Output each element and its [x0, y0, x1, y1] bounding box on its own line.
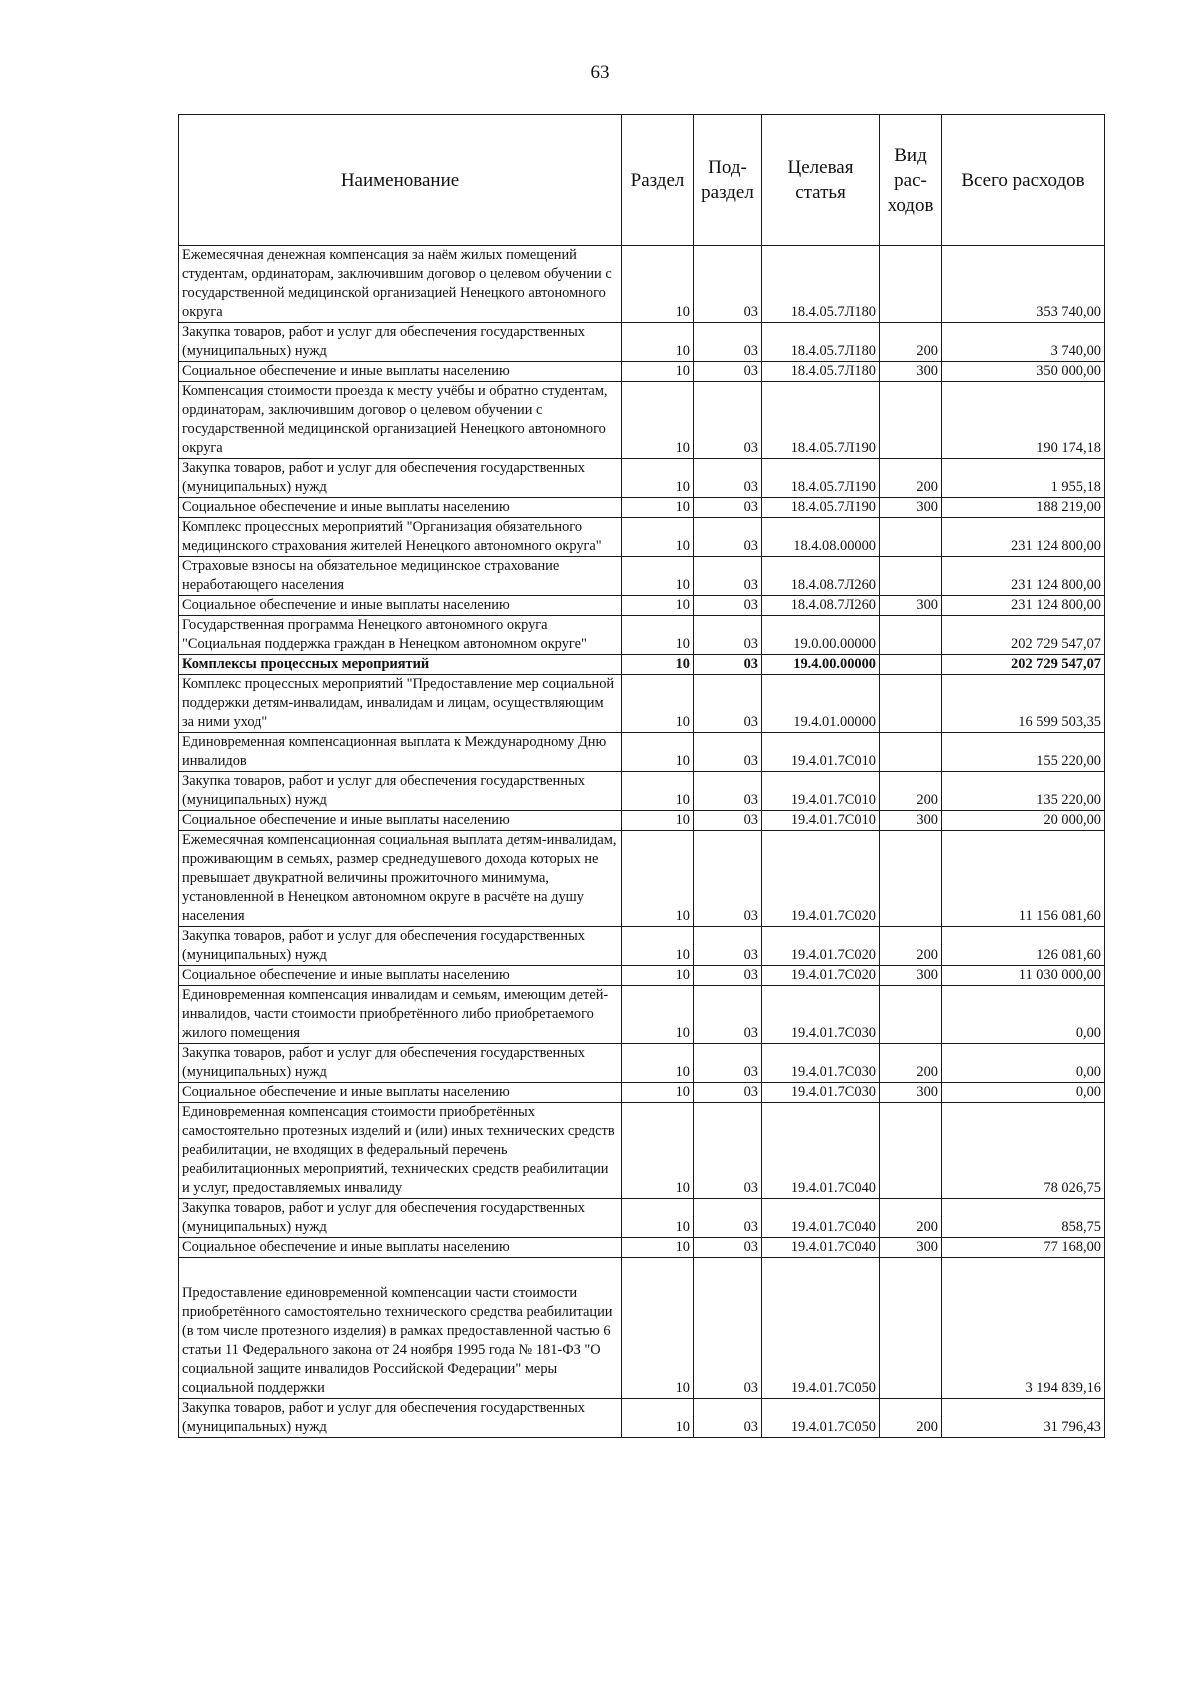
cell-razdel: 10	[622, 498, 694, 518]
header-celevaya-statya: Целевая статья	[762, 115, 880, 246]
cell-name: Социальное обеспечение и иные выплаты населению	[179, 1083, 622, 1103]
cell-total: 77 168,00	[942, 1238, 1105, 1258]
cell-total: 11 030 000,00	[942, 966, 1105, 986]
cell-podrazdel: 03	[694, 1083, 762, 1103]
table-row	[179, 927, 1105, 966]
cell-razdel: 10	[622, 1258, 694, 1399]
cell-name: Закупка товаров, работ и услуг для обеспечения государственных (муниципальных) нужд	[179, 1399, 622, 1438]
cell-podrazdel: 03	[694, 1238, 762, 1258]
cell-celevaya-statya: 19.4.00.00000	[762, 655, 880, 675]
cell-razdel: 10	[622, 1199, 694, 1238]
cell-podrazdel: 03	[694, 831, 762, 927]
cell-total: 202 729 547,07	[942, 616, 1105, 655]
table-row	[179, 596, 1105, 616]
cell-name: Социальное обеспечение и иные выплаты населению	[179, 362, 622, 382]
cell-podrazdel: 03	[694, 772, 762, 811]
cell-razdel: 10	[622, 1044, 694, 1083]
cell-vid-rashodov: 300	[880, 811, 942, 831]
cell-celevaya-statya: 19.4.01.7С050	[762, 1399, 880, 1438]
header-razdel: Раздел	[622, 115, 694, 246]
cell-total: 31 796,43	[942, 1399, 1105, 1438]
cell-celevaya-statya: 18.4.05.7Л190	[762, 498, 880, 518]
table-row	[179, 518, 1105, 557]
cell-total: 20 000,00	[942, 811, 1105, 831]
cell-name: Предоставление единовременной компенсации части стоимости приобретённого самостоятельно технического средства реабилитации (в том числе протезного изделия) в рамках предоставленной частью 6 статьи 11 Федерального закона от 24 ноября 1995 года № 181-ФЗ "О социальной защите инвалидов Российской Федерации" меры социальной поддержки	[179, 1258, 622, 1399]
cell-razdel: 10	[622, 655, 694, 675]
cell-celevaya-statya: 18.4.08.7Л260	[762, 596, 880, 616]
cell-name: Закупка товаров, работ и услуг для обеспечения государственных (муниципальных) нужд	[179, 1044, 622, 1083]
cell-podrazdel: 03	[694, 1044, 762, 1083]
cell-vid-rashodov: 200	[880, 927, 942, 966]
table-row	[179, 362, 1105, 382]
cell-celevaya-statya: 19.0.00.00000	[762, 616, 880, 655]
cell-total: 353 740,00	[942, 246, 1105, 323]
cell-total: 190 174,18	[942, 382, 1105, 459]
cell-vid-rashodov: 300	[880, 1238, 942, 1258]
cell-vid-rashodov	[880, 616, 942, 655]
cell-razdel: 10	[622, 1083, 694, 1103]
cell-celevaya-statya: 18.4.05.7Л180	[762, 362, 880, 382]
table-row	[179, 498, 1105, 518]
cell-total: 3 194 839,16	[942, 1258, 1105, 1399]
cell-razdel: 10	[622, 616, 694, 655]
cell-podrazdel: 03	[694, 362, 762, 382]
cell-vid-rashodov	[880, 1103, 942, 1199]
cell-total: 858,75	[942, 1199, 1105, 1238]
cell-name: Закупка товаров, работ и услуг для обеспечения государственных (муниципальных) нужд	[179, 927, 622, 966]
cell-total: 231 124 800,00	[942, 596, 1105, 616]
cell-razdel: 10	[622, 733, 694, 772]
cell-name: Комплекс процессных мероприятий "Организация обязательного медицинского страхования жителей Ненецкого автономного округа"	[179, 518, 622, 557]
cell-total: 188 219,00	[942, 498, 1105, 518]
table-row	[179, 557, 1105, 596]
cell-podrazdel: 03	[694, 811, 762, 831]
cell-total: 0,00	[942, 986, 1105, 1044]
cell-celevaya-statya: 19.4.01.7С030	[762, 1083, 880, 1103]
cell-total: 155 220,00	[942, 733, 1105, 772]
header-podrazdel: Под-раздел	[694, 115, 762, 246]
cell-vid-rashodov: 300	[880, 596, 942, 616]
cell-name: Закупка товаров, работ и услуг для обеспечения государственных (муниципальных) нужд	[179, 459, 622, 498]
cell-total: 202 729 547,07	[942, 655, 1105, 675]
cell-celevaya-statya: 19.4.01.7С040	[762, 1238, 880, 1258]
table-row	[179, 733, 1105, 772]
table-row	[179, 616, 1105, 655]
cell-celevaya-statya: 18.4.08.7Л260	[762, 557, 880, 596]
cell-vid-rashodov	[880, 986, 942, 1044]
table-row	[179, 1399, 1105, 1438]
table-row	[179, 675, 1105, 733]
cell-razdel: 10	[622, 362, 694, 382]
cell-razdel: 10	[622, 1238, 694, 1258]
cell-celevaya-statya: 18.4.08.00000	[762, 518, 880, 557]
cell-total: 350 000,00	[942, 362, 1105, 382]
cell-name: Страховые взносы на обязательное медицинское страхование неработающего населения	[179, 557, 622, 596]
budget-table	[178, 114, 1105, 1438]
table-body	[179, 246, 1105, 1438]
cell-name: Комплекс процессных мероприятий "Предоставление мер социальной поддержки детям-инвалидам, инвалидам и лицам, осуществляющим за ними уход"	[179, 675, 622, 733]
table-row	[179, 382, 1105, 459]
cell-total: 16 599 503,35	[942, 675, 1105, 733]
cell-razdel: 10	[622, 1399, 694, 1438]
cell-razdel: 10	[622, 323, 694, 362]
cell-vid-rashodov	[880, 831, 942, 927]
cell-celevaya-statya: 19.4.01.7С010	[762, 772, 880, 811]
cell-name: Ежемесячная денежная компенсация за наём жилых помещений студентам, ординаторам, заключившим договор о целевом обучении с государственной медицинской организацией Ненецкого автономного округа	[179, 246, 622, 323]
cell-name: Закупка товаров, работ и услуг для обеспечения государственных (муниципальных) нужд	[179, 1199, 622, 1238]
cell-razdel: 10	[622, 557, 694, 596]
cell-podrazdel: 03	[694, 323, 762, 362]
cell-podrazdel: 03	[694, 596, 762, 616]
cell-total: 78 026,75	[942, 1103, 1105, 1199]
table-row	[179, 966, 1105, 986]
cell-total: 0,00	[942, 1083, 1105, 1103]
table-row	[179, 459, 1105, 498]
cell-celevaya-statya: 19.4.01.00000	[762, 675, 880, 733]
cell-podrazdel: 03	[694, 927, 762, 966]
cell-vid-rashodov: 200	[880, 323, 942, 362]
cell-celevaya-statya: 19.4.01.7С010	[762, 733, 880, 772]
cell-podrazdel: 03	[694, 518, 762, 557]
cell-razdel: 10	[622, 811, 694, 831]
cell-name: Ежемесячная компенсационная социальная выплата детям-инвалидам, проживающим в семьях, размер среднедушевого дохода которых не превышает двукратной величины прожиточного минимума, установленной в Ненецком автономном округе в расчёте на душу населения	[179, 831, 622, 927]
cell-razdel: 10	[622, 966, 694, 986]
cell-vid-rashodov	[880, 382, 942, 459]
table-row	[179, 1199, 1105, 1238]
cell-vid-rashodov	[880, 246, 942, 323]
table-row	[179, 811, 1105, 831]
cell-podrazdel: 03	[694, 1258, 762, 1399]
table-row	[179, 831, 1105, 927]
page-number: 63	[590, 62, 610, 83]
cell-celevaya-statya: 18.4.05.7Л180	[762, 246, 880, 323]
cell-celevaya-statya: 19.4.01.7С020	[762, 927, 880, 966]
cell-razdel: 10	[622, 831, 694, 927]
cell-celevaya-statya: 19.4.01.7С030	[762, 986, 880, 1044]
cell-celevaya-statya: 19.4.01.7С020	[762, 831, 880, 927]
cell-podrazdel: 03	[694, 966, 762, 986]
cell-celevaya-statya: 19.4.01.7С040	[762, 1103, 880, 1199]
cell-vid-rashodov: 300	[880, 362, 942, 382]
cell-razdel: 10	[622, 927, 694, 966]
table-row	[179, 246, 1105, 323]
cell-podrazdel: 03	[694, 557, 762, 596]
cell-vid-rashodov	[880, 1258, 942, 1399]
cell-podrazdel: 03	[694, 382, 762, 459]
cell-name: Социальное обеспечение и иные выплаты населению	[179, 1238, 622, 1258]
cell-vid-rashodov	[880, 655, 942, 675]
cell-celevaya-statya: 18.4.05.7Л190	[762, 459, 880, 498]
header-vid-rashodov: Вид рас-ходов	[880, 115, 942, 246]
cell-podrazdel: 03	[694, 655, 762, 675]
cell-total: 231 124 800,00	[942, 557, 1105, 596]
cell-name: Социальное обеспечение и иные выплаты населению	[179, 498, 622, 518]
cell-vid-rashodov: 200	[880, 1399, 942, 1438]
cell-podrazdel: 03	[694, 986, 762, 1044]
cell-celevaya-statya: 18.4.05.7Л190	[762, 382, 880, 459]
cell-total: 126 081,60	[942, 927, 1105, 966]
table-row	[179, 772, 1105, 811]
cell-razdel: 10	[622, 772, 694, 811]
cell-name: Социальное обеспечение и иные выплаты населению	[179, 966, 622, 986]
cell-razdel: 10	[622, 518, 694, 557]
table-header-row	[179, 115, 1105, 246]
cell-razdel: 10	[622, 986, 694, 1044]
header-name: Наименование	[179, 115, 622, 246]
header-total: Всего расходов	[942, 115, 1105, 246]
cell-name: Социальное обеспечение и иные выплаты населению	[179, 811, 622, 831]
cell-name: Комплексы процессных мероприятий	[179, 655, 622, 675]
cell-total: 11 156 081,60	[942, 831, 1105, 927]
cell-vid-rashodov: 300	[880, 498, 942, 518]
cell-celevaya-statya: 19.4.01.7С030	[762, 1044, 880, 1083]
cell-celevaya-statya: 19.4.01.7С040	[762, 1199, 880, 1238]
cell-vid-rashodov: 300	[880, 966, 942, 986]
cell-razdel: 10	[622, 246, 694, 323]
cell-podrazdel: 03	[694, 1103, 762, 1199]
table-row	[179, 1238, 1105, 1258]
cell-name: Компенсация стоимости проезда к месту учёбы и обратно студентам, ординаторам, заключившим договор о целевом обучении с государственной медицинской организацией Ненецкого автономного округа	[179, 382, 622, 459]
cell-name: Единовременная компенсационная выплата к Международному Дню инвалидов	[179, 733, 622, 772]
cell-vid-rashodov	[880, 557, 942, 596]
table-row	[179, 1103, 1105, 1199]
cell-celevaya-statya: 19.4.01.7С020	[762, 966, 880, 986]
cell-celevaya-statya: 18.4.05.7Л180	[762, 323, 880, 362]
cell-name: Единовременная компенсация стоимости приобретённых самостоятельно протезных изделий и (или) иных технических средств реабилитации, не входящих в федеральный перечень реабилитационных мероприятий, технических средств реабилитации и услуг, предоставляемых инвалиду	[179, 1103, 622, 1199]
cell-celevaya-statya: 19.4.01.7С010	[762, 811, 880, 831]
cell-podrazdel: 03	[694, 675, 762, 733]
cell-razdel: 10	[622, 675, 694, 733]
table-row	[179, 655, 1105, 675]
cell-total: 135 220,00	[942, 772, 1105, 811]
cell-vid-rashodov	[880, 675, 942, 733]
cell-name: Закупка товаров, работ и услуг для обеспечения государственных (муниципальных) нужд	[179, 323, 622, 362]
cell-podrazdel: 03	[694, 1399, 762, 1438]
cell-razdel: 10	[622, 596, 694, 616]
cell-razdel: 10	[622, 382, 694, 459]
cell-podrazdel: 03	[694, 1199, 762, 1238]
cell-vid-rashodov: 200	[880, 1044, 942, 1083]
cell-name: Закупка товаров, работ и услуг для обеспечения государственных (муниципальных) нужд	[179, 772, 622, 811]
table-row	[179, 986, 1105, 1044]
cell-name: Социальное обеспечение и иные выплаты населению	[179, 596, 622, 616]
cell-name: Государственная программа Ненецкого автономного округа "Социальная поддержка граждан в Ненецком автономном округе"	[179, 616, 622, 655]
cell-vid-rashodov: 200	[880, 459, 942, 498]
cell-podrazdel: 03	[694, 733, 762, 772]
table-row	[179, 1258, 1105, 1399]
cell-vid-rashodov	[880, 733, 942, 772]
cell-razdel: 10	[622, 459, 694, 498]
table-row	[179, 1083, 1105, 1103]
cell-razdel: 10	[622, 1103, 694, 1199]
cell-name: Единовременная компенсация инвалидам и семьям, имеющим детей-инвалидов, части стоимости приобретённого либо приобретаемого жилого помещения	[179, 986, 622, 1044]
cell-vid-rashodov	[880, 518, 942, 557]
cell-vid-rashodov: 200	[880, 772, 942, 811]
cell-podrazdel: 03	[694, 498, 762, 518]
cell-vid-rashodov: 300	[880, 1083, 942, 1103]
cell-podrazdel: 03	[694, 246, 762, 323]
cell-podrazdel: 03	[694, 459, 762, 498]
cell-total: 3 740,00	[942, 323, 1105, 362]
table-row	[179, 323, 1105, 362]
cell-total: 0,00	[942, 1044, 1105, 1083]
cell-vid-rashodov: 200	[880, 1199, 942, 1238]
table-row	[179, 1044, 1105, 1083]
cell-celevaya-statya: 19.4.01.7С050	[762, 1258, 880, 1399]
cell-total: 1 955,18	[942, 459, 1105, 498]
cell-total: 231 124 800,00	[942, 518, 1105, 557]
cell-podrazdel: 03	[694, 616, 762, 655]
